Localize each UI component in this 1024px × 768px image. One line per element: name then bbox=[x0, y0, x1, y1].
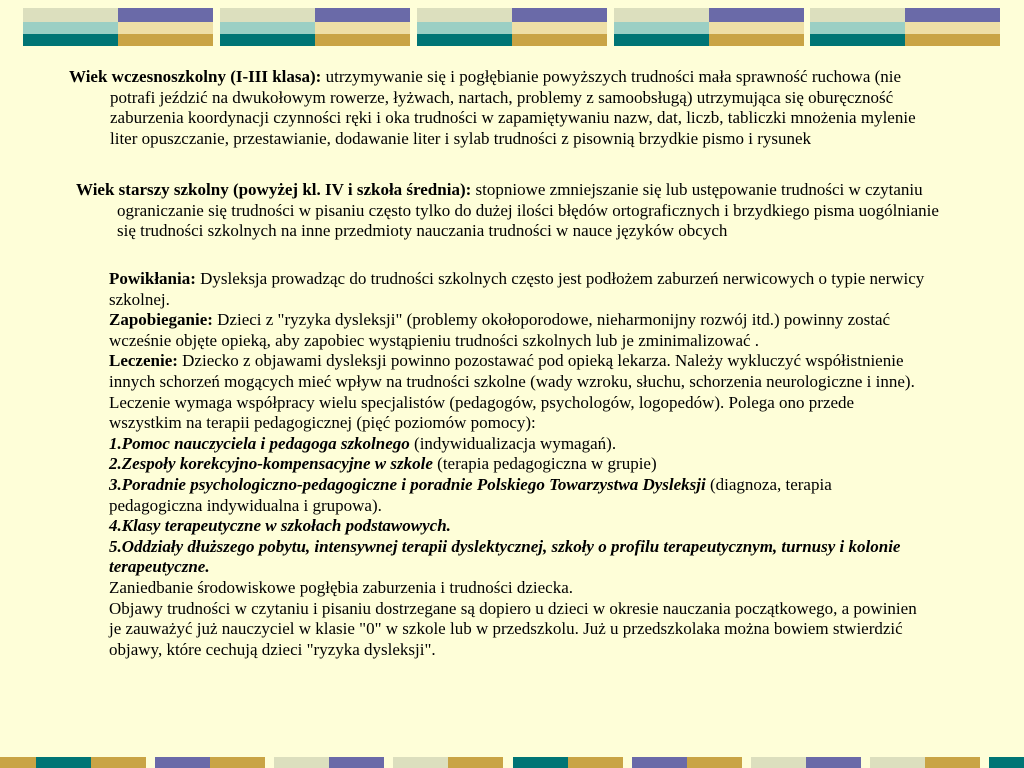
help-level-item bbox=[109, 516, 929, 537]
treatment-text: Dziecko z objawami dysleksji powinno pozostawać pod opieką lekarza. Należy wykluczyć współistnienie innych schorzeń mogących mieć wpływ na trudności szkolne (wady wzroku, słuchu, schorzenia neurologiczne i inne). Leczenie wymaga współpracy wielu specjalistów (pedagogów, psychologów, logopedów). Polega ono przede wszystkim na terapii pedagogicznej (pięć poziomów pomocy): bbox=[109, 351, 915, 433]
help-level-label: 1.Pomoc nauczyciela i pedagoga szkolnego bbox=[109, 433, 410, 453]
help-level-item bbox=[109, 475, 929, 516]
help-level-item bbox=[109, 537, 929, 578]
complications-paragraph bbox=[109, 269, 929, 310]
complications-label: Powikłania: bbox=[109, 269, 196, 288]
prevention-label: Zapobieganie: bbox=[109, 310, 213, 330]
footer-decoration bbox=[0, 757, 1024, 768]
complications-text: Dysleksja prowadząc do trudności szkolnych często jest podłożem zaburzeń nerwicowych o typie nerwicy szkolnej. bbox=[109, 269, 925, 309]
section-older-school-heading: Wiek starszy szkolny (powyżej kl. IV i szkoła średnia): bbox=[76, 180, 472, 199]
help-level-text: (diagnoza, terapia pedagogiczna indywidualna i grupowa). bbox=[109, 474, 832, 515]
section-details bbox=[109, 269, 929, 660]
prevention-text: Dzieci z "ryzyka dysleksji" (problemy okołoporodowe, nieharmonijny rozwój itd.) powinny zostać wcześnie objęte opieką, aby zapobiec wystąpieniu trudności szkolnych lub je zminimalizować . bbox=[109, 310, 891, 350]
prevention-paragraph bbox=[109, 310, 929, 351]
help-level-label: 4.Klasy terapeutyczne w szkołach podstawowych. bbox=[109, 516, 451, 536]
help-level-item bbox=[109, 454, 929, 475]
help-level-text: (indywidualizacja wymagań). bbox=[409, 433, 617, 453]
treatment-label: Leczenie: bbox=[109, 351, 178, 371]
help-level-text: (terapia pedagogiczna w grupie) bbox=[432, 454, 657, 474]
neglect-paragraph: Zaniedbanie środowiskowe pogłębia zaburzenia i trudności dziecka. bbox=[109, 577, 574, 597]
section-early-school-text: utrzymywanie się i pogłębianie powyższych trudności mała sprawność ruchowa (nie potrafi jeździć na dwukołowym rowerze, łyżwach, nartach, problemy z samoobsługą) utrzymująca się oburęczność zaburzenia koordynacji czynności ręki i oka trudności w zapamiętywaniu nazw, dat, liczb, tabliczki mnożenia mylenie liter opuszczanie, przestawianie, dodawanie liter i sylab trudności z pisownią brzydkie pismo i rysunek bbox=[110, 67, 916, 148]
section-older-school bbox=[76, 180, 957, 242]
final-paragraph: Objawy trudności w czytaniu i pisaniu dostrzegane są dopiero u dzieci w okresie nauczania początkowego, a powinien je zauważyć już nauczyciel w klasie "0" w szkole lub w przedszkolu. Już u przedszkolaka można bowiem stwierdzić objawy, które cechują dzieci "ryzyka dysleksji". bbox=[109, 598, 917, 659]
section-early-school bbox=[69, 67, 940, 149]
help-level-label: 3.Poradnie psychologiczno-pedagogiczne i poradnie Polskiego Towarzystwa Dysleksji bbox=[109, 474, 706, 494]
section-early-school-heading: Wiek wczesnoszkolny (I-III klasa): bbox=[69, 67, 322, 86]
help-level-label: 2.Zespoły korekcyjno-kompensacyjne w szkole bbox=[109, 454, 433, 474]
help-level-item bbox=[109, 434, 929, 455]
treatment-paragraph bbox=[109, 351, 929, 433]
section-older-school-text: stopniowe zmniejszanie się lub ustępowanie trudności w czytaniu ograniczanie się trudności w pisaniu często tylko do dużej ilości błędów ortograficznych i brzydkiego pisma uogólnianie się trudności szkolnych na inne przedmioty nauczania trudności w nauce języków obcych bbox=[117, 180, 939, 241]
help-level-label: 5.Oddziały dłuższego pobytu, intensywnej terapii dyslektycznej, szkoły o profilu terapeutycznym, turnusy i kolonie terapeutyczne. bbox=[109, 536, 901, 577]
